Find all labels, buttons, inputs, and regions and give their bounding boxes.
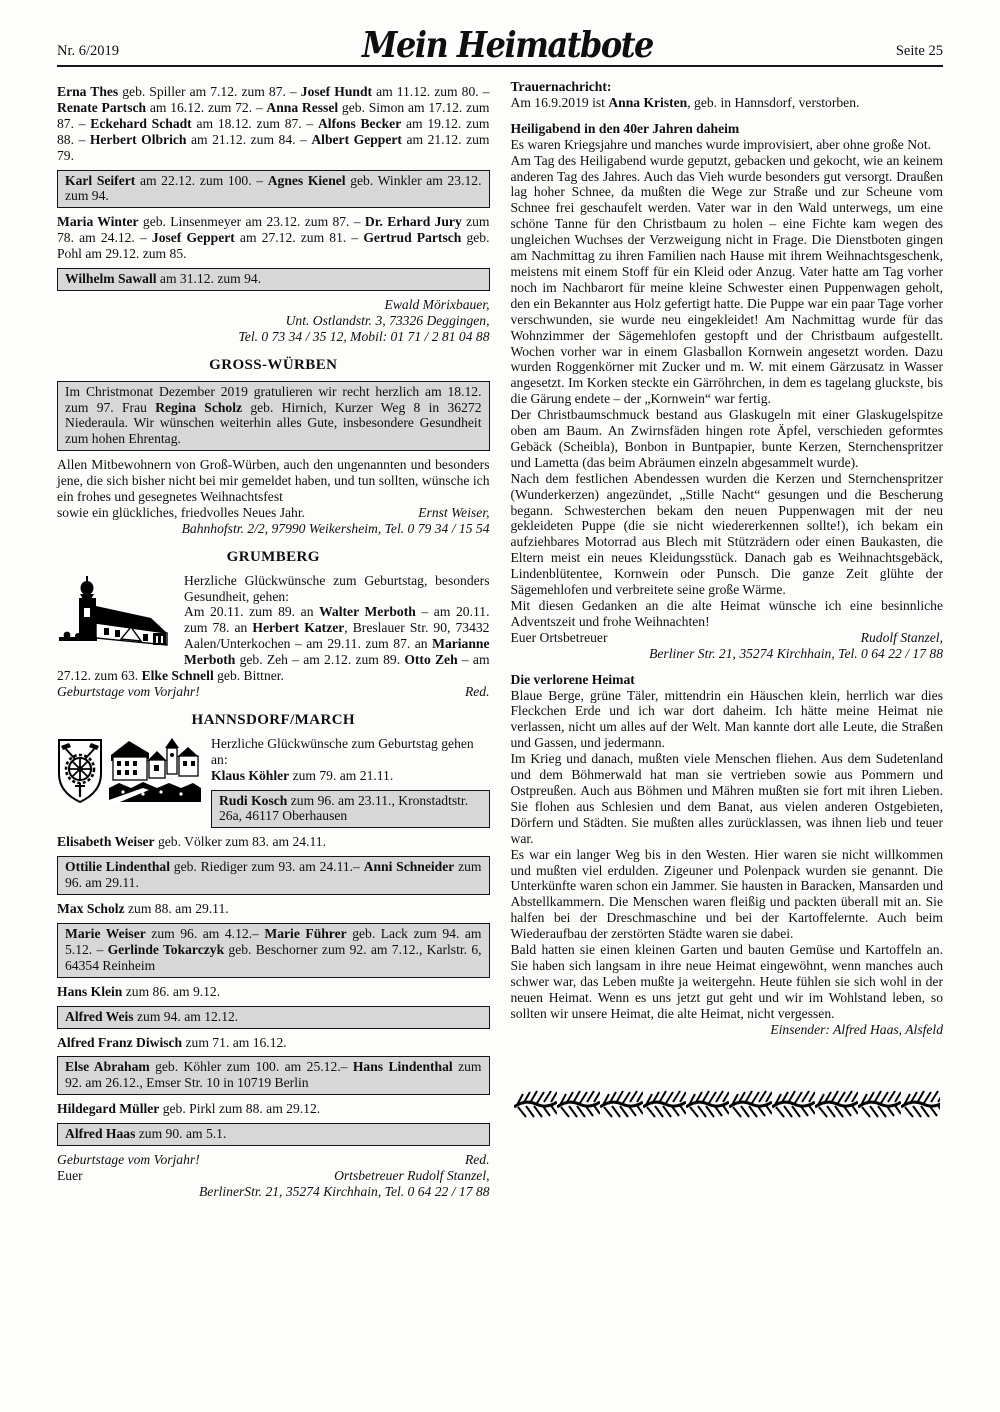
birthday-entry-boxed: Alfred Haas zum 90. am 5.1. (57, 1123, 490, 1146)
closing-text: Euer Ortsbetreuer (510, 629, 608, 645)
article-paragraph: Es waren Kriegsjahre und manches wurde improvisiert, aber ohne große Not. (510, 136, 932, 152)
issue-number: Nr. 6/2019 (57, 43, 120, 60)
page-header (57, 24, 943, 67)
birthday-entry: Alfred Franz Diwisch zum 71. am 16.12. (57, 1034, 287, 1050)
coat-of-arms-illustration (57, 738, 103, 804)
birthday-entry-boxed: Im Christmonat Dezember 2019 gratulieren wir recht herzlich am 18.12. zum 97. Frau Regina Scholz geb. Hirnich, Kurzer Weg 8 in 36272 Niederaula. Wir wünschen weiterhin alles Gute, insbesondere Gesundheit zum hohen Ehrentag. (57, 381, 490, 452)
contact-line: Tel. 0 73 34 / 35 12, Mobil: 01 71 / 2 81 04 88 (238, 328, 490, 344)
editor-abbr: Red. (464, 1152, 490, 1168)
signer-address: BerlinerStr. 21, 35274 Kirchhain, Tel. 0 64 22 / 17 88 (198, 1183, 490, 1199)
birthday-entry: Max Scholz zum 88. am 29.11. (57, 901, 229, 917)
left-column (57, 79, 490, 1200)
section-title: Trauernachricht: (510, 79, 612, 94)
contact-block (57, 297, 490, 345)
birthday-entry-boxed: Marie Weiser zum 96. am 4.12.– Marie Führer geb. Lack zum 94. am 5.12. – Gerlinde Tokarczyk geb. Beschorner zum 92. am 7.12., Karlstr. 6, 64354 Reinheim (57, 923, 490, 978)
article-paragraph: Der Christbaumschmuck bestand aus Glaskugeln mit einer Glaskugelspitze oben am Baum. An Zwirnsfäden hingen rote Äpfel, verschieden geformtes Gebäck (Scheibla), Bonbon in Buntpapier, bunte Kerzen, Sternchenspritzer und Lametta (das beim Abräumen einzeln abgesammelt wurde). (510, 407, 943, 470)
signature-line (57, 1168, 490, 1184)
right-column (511, 79, 944, 1200)
grumberg-section (57, 550, 490, 700)
footer-note: Geburtstage vom Vorjahr! (57, 1152, 200, 1168)
heiligabend-article (511, 121, 944, 662)
birthday-entry-boxed: Karl Seifert am 22.12. zum 100. – Agnes Kienel geb. Winkler am 23.12. zum 94. (57, 170, 490, 209)
fir-garland-ornament (511, 1077, 944, 1123)
greeting-paragraph: Allen Mitbewohnern von Groß-Würben, auch den ungenannten und besonders jene, die sich bisher nicht bei mir gemeldet haben, und tun sollten, wünsche ich ein frohes und gesegnetes Weihnachtsfest (57, 457, 490, 505)
obituary-line: Am 16.9.2019 ist Anna Kristen, geb. in Hannsdorf, verstorben. (510, 94, 860, 110)
village-illustration (109, 738, 201, 804)
signer-name: Rudolf Stanzel, (860, 629, 943, 645)
birthday-entry: Hans Klein zum 86. am 9.12. (57, 983, 221, 999)
article-paragraph: Bald hatten sie einen kleinen Garten und bauten Gemüse und Kartoffeln an. Sie haben sich langsam in ihre neue Heimat eingewöhnt, wenn manches auch schwer war, das Leben mußte ja weitergehn. Heute fühlen sie sich wohl in der neuen Heimat. Wenn es uns jetzt gut geht und wir im Wohlstand leben, so sollten wir unsere Heimat, die alte Heimat, nicht vergessen. (510, 942, 943, 1021)
birthday-entry-boxed: Alfred Weis zum 94. am 12.12. (57, 1006, 490, 1029)
section-title: GROSS-WÜRBEN (209, 356, 338, 373)
december-birthdays-section (57, 84, 490, 345)
article-paragraph: Im Krieg und danach, mußten viele Menschen fliehen. Aus dem Sudetenland und dem Böhmerwald hat man sie vertrieben sowie aus Pommern und Ostpreußen. Auch aus Böhmen und Mähren mußten sie fort mit ihren Lieben. Sie flohen aus Schlesien und dem Banat, aus vielen anderen Ostgebieten, Dörfern und Städten. Sie mußten alles zurücklassen, was ihnen lieb und teuer war. (510, 751, 943, 846)
birthday-entry: Elisabeth Weiser geb. Völker zum 83. am 24.11. (57, 834, 326, 850)
birthday-entry-boxed: Wilhelm Sawall am 31.12. zum 94. (57, 268, 490, 291)
birthday-entry: Herzliche Glückwünsche zum Geburtstag, besonders Gesundheit, gehen: Am 20.11. zum 89. an Walter Merboth – am 20.11. zum 78. an Herbert Katzer, Breslauer Str. 90, 73432 Aalen/Unterkochen – am 29.11. zum 87. an Marianne Merboth geb. Zeh – am 2.12. zum 89. Otto Zeh – am 27.12. zum 63. Elke Schnell geb. Bittner. (57, 572, 490, 684)
signer-address: Bahnhofstr. 2/2, 97990 Weikersheim, Tel. 0 79 34 / 15 54 (181, 520, 490, 536)
masthead-logo: Mein Heimatbote (362, 24, 653, 66)
section-title: GRUMBERG (226, 548, 320, 565)
closing-text: Euer (57, 1167, 83, 1183)
contact-line: Ewald Mörixbauer, (384, 296, 490, 312)
birthday-entry: Maria Winter geb. Linsenmeyer am 23.12. zum 87. – Dr. Erhard Jury zum 78. am 24.12. – Josef Geppert am 27.12. zum 81. – Gertrud Partsch geb. Pohl am 29.12. zum 85. (57, 214, 490, 262)
verlorene-heimat-article (511, 672, 944, 1038)
signer-address: Berliner Str. 21, 35274 Kirchhain, Tel. 0 64 22 / 17 88 (649, 645, 943, 661)
article-title: Heiligabend in den 40er Jahren daheim (510, 120, 740, 136)
birthday-entry: Herzliche Glückwünsche zum Geburtstag gehen an: Klaus Köhler zum 79. am 21.11. (211, 735, 474, 783)
birthday-entry-boxed: Else Abraham geb. Köhler zum 100. am 25.12.– Hans Lindenthal zum 92. am 26.12., Emser Str. 10 in 10719 Berlin (57, 1056, 490, 1095)
signature-line (57, 505, 490, 521)
section-footer (57, 684, 490, 700)
closing-text: sowie ein glückliches, friedvolles Neues Jahr. (57, 504, 306, 520)
birthday-entry: Hildegard Müller geb. Pirkl zum 88. am 29.12. (57, 1101, 321, 1117)
article-paragraph: Nach dem festlichen Abendessen wurden die Kerzen und Sternchenspritzer (Wunderkerzen) angezündet, „Stille Nacht“ gesungen und die Bescherung begann. Schwesterchen bekam den neuen Puppenwagen mit der neu gekleideten Puppe (die sie nicht wiedererkennen sollte!), ich bekam ein aufziehbares Motorrad aus Blech mit Stützrädern oder einen Baukasten, die Eltern meist ein neues Kleidungsstück. Danach gab es Weihnachtsgebäck, Lindenblütentee, Kornwein oder Punsch. Die ganze Zeit glühte der Sägemehlofen und verbreitete seine große Wärme. (510, 470, 943, 598)
sender-credit: Einsender: Alfred Haas, Alsfeld (770, 1021, 943, 1037)
signer-name: Ortsbetreuer Rudolf Stanzel, (334, 1167, 490, 1183)
gross-wuerben-section (57, 358, 490, 537)
editor-abbr: Red. (464, 684, 490, 699)
article-paragraph: Am Tag des Heiligabend wurde geputzt, gebacken und gekocht, wie an keinem anderen Tag des Jahres. Auch das Vieh wurde besonders gut versorgt. Draußen lag hoher Schnee, da mußten die Wege zur Straße und zur Scheune vom Schnee frei geschaufelt werden. Vater war in den Wald unterwegs, um eine schöne Tanne für den Christbaum zu holen – eine Fichte kam wegen des ungleichen Wuchses der Verzweigung nicht in Frage. Die Dienstboten gingen am Nachmittag zu ihren Familien nach Hause mit ihrem Weihnachtsgeschenk, meistens mit einem Stoff für ein Kleid oder Anzug. Vater hatte am Tag vorher noch im Nachbarort für meine kleine Schwester einen Puppenwagen geholt, den ein Bekannter aus Holz gefertigt hatte. Die Puppe war ein paar Tage vorher verschwunden, sie wurde neu eingekleidet! Am Nachmittag wurde für das Wohnzimmer der Sägemehlofen gestopft und der Christbaum aufgestellt. Wochen vorher war in einem Glasballon Kornwein angesetzt worden. Dazu wurden Roggenkörner mit Zucker und m. W. mit einem Gärzusatz in Wasser angesetzt. Im Korken steckte ein Gärröhrchen, in dem es tagelang gluckste, bis die Gärung endete – der „Kornwein“ war fertig. (510, 152, 943, 407)
page-number: Seite 25 (895, 43, 943, 60)
article-paragraph: Es war ein langer Weg bis in den Westen. Hier waren sie nicht willkommen und mußten viel erdulden. Zigeuner und Polenpack wurden sie genannt. Die Unterkünfte waren schon ein Jammer. Sie hausten in Baracken, Mansarden und Abstellkammern. Die Menschen waren fleißig und packten überall mit an. Sie halfen bei der Dreschmaschine und bei der Kartoffelernte. Auch beim Wiederaufbau der zerstörten Städte waren sie dabei. (510, 846, 943, 942)
section-footer (57, 1152, 490, 1168)
birthday-entry: Erna Thes geb. Spiller am 7.12. zum 87. – Josef Hundt am 11.12. zum 80. – Renate Partsch am 16.12. zum 72. – Anna Ressel geb. Simon am 17.12. zum 87. – Eckehard Schadt am 18.12. zum 87. – Alfons Becker am 19.12. zum 88. – Herbert Olbrich am 21.12. zum 84. – Albert Geppert am 21.12. zum 79. (57, 84, 490, 163)
contact-line: Unt. Ostlandstr. 3, 73326 Deggingen, (285, 312, 490, 328)
article-paragraph: Blaue Berge, grüne Täler, mittendrin ein Häuschen klein, herrlich war dies Fleckchen Erde und ich war dort daheim. Ich hätte meine Heimat nie verlassen, nicht um alles auf der Welt. Man kannte dort alle Leute, die Straßen und Gassen, und jedermann. (510, 687, 943, 751)
section-title: HANNSDORF/MARCH (191, 711, 355, 728)
signer-name: Ernst Weiser, (418, 504, 490, 520)
article-paragraph: Mit diesen Gedanken an die alte Heimat wünsche ich eine besinnliche Adventszeit und frohe Weihnachten! (510, 598, 943, 629)
signature-line (511, 630, 944, 646)
trauernachricht-section (511, 79, 944, 111)
footer-note: Geburtstage vom Vorjahr! (57, 684, 200, 699)
birthday-entry-boxed: Rudi Kosch zum 96. am 23.11., Kronstadtstr. 26a, 46117 Oberhausen (211, 790, 490, 829)
article-title: Die verlorene Heimat (510, 671, 635, 687)
birthday-entry-list (57, 834, 490, 1146)
birthday-entry-boxed: Ottilie Lindenthal geb. Riediger zum 93. am 24.11.– Anni Schneider zum 96. am 29.11. (57, 856, 490, 895)
hannsdorf-section (57, 713, 490, 1200)
church-illustration (57, 575, 175, 655)
